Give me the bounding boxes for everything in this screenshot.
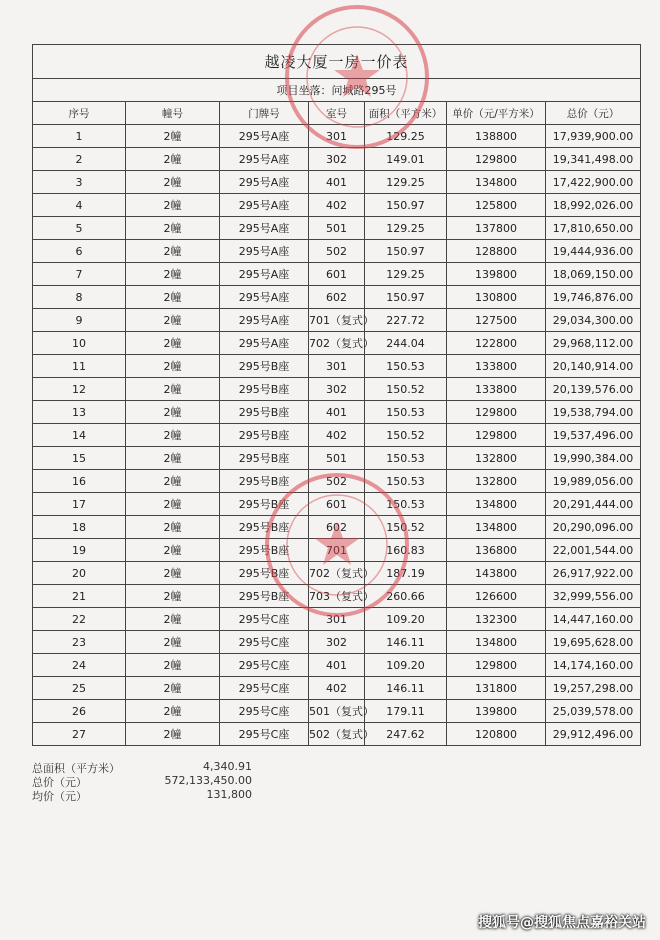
cell-unit-price: 134800 [447,516,546,539]
cell-unit-price: 129800 [447,424,546,447]
cell-room: 402 [309,677,365,700]
price-table [32,44,641,746]
cell-total-price: 19,695,628.00 [546,631,641,654]
cell-building: 2幢 [126,447,220,470]
cell-total-price: 14,174,160.00 [546,654,641,677]
cell-unit-price: 132800 [447,447,546,470]
header-building: 幢号 [126,102,220,125]
cell-door-number: 295号B座 [220,493,309,516]
table-row [33,217,641,240]
cell-room: 301 [309,125,365,148]
table-row [33,677,641,700]
cell-unit-price: 127500 [447,309,546,332]
cell-total-price: 20,139,576.00 [546,378,641,401]
cell-area: 150.52 [365,378,447,401]
cell-index: 13 [33,401,126,424]
summary-value: 131,800 [206,788,252,801]
cell-door-number: 295号B座 [220,585,309,608]
table-row [33,355,641,378]
cell-building: 2幢 [126,539,220,562]
cell-door-number: 295号C座 [220,723,309,746]
cell-door-number: 295号A座 [220,125,309,148]
cell-index: 11 [33,355,126,378]
cell-total-price: 19,746,876.00 [546,286,641,309]
cell-door-number: 295号C座 [220,654,309,677]
cell-area: 247.62 [365,723,447,746]
cell-total-price: 29,968,112.00 [546,332,641,355]
cell-area: 227.72 [365,309,447,332]
cell-room: 501 [309,447,365,470]
cell-building: 2幢 [126,493,220,516]
table-row [33,631,641,654]
cell-room: 302 [309,378,365,401]
cell-area: 109.20 [365,654,447,677]
cell-index: 24 [33,654,126,677]
header-index: 序号 [33,102,126,125]
cell-total-price: 29,912,496.00 [546,723,641,746]
cell-total-price: 19,989,056.00 [546,470,641,493]
table-row [33,125,641,148]
cell-unit-price: 132800 [447,470,546,493]
cell-area: 129.25 [365,125,447,148]
cell-total-price: 18,992,026.00 [546,194,641,217]
cell-building: 2幢 [126,723,220,746]
table-row [33,148,641,171]
cell-unit-price: 129800 [447,654,546,677]
cell-unit-price: 129800 [447,401,546,424]
table-row [33,309,641,332]
table-row [33,608,641,631]
table-row [33,700,641,723]
cell-area: 150.97 [365,286,447,309]
cell-area: 150.53 [365,447,447,470]
cell-door-number: 295号B座 [220,470,309,493]
table-row [33,562,641,585]
cell-area: 129.25 [365,171,447,194]
cell-total-price: 32,999,556.00 [546,585,641,608]
price-table-body [33,45,641,746]
cell-room: 501 [309,217,365,240]
cell-room: 703（复式） [309,585,365,608]
cell-unit-price: 139800 [447,263,546,286]
cell-door-number: 295号C座 [220,700,309,723]
cell-room: 401 [309,654,365,677]
cell-room: 401 [309,401,365,424]
cell-total-price: 26,917,922.00 [546,562,641,585]
cell-building: 2幢 [126,585,220,608]
cell-unit-price: 131800 [447,677,546,700]
cell-total-price: 17,810,650.00 [546,217,641,240]
cell-total-price: 17,939,900.00 [546,125,641,148]
cell-area: 150.97 [365,194,447,217]
document-title: 越凌大厦一房一价表 [33,45,641,79]
cell-unit-price: 128800 [447,240,546,263]
cell-total-price: 19,990,384.00 [546,447,641,470]
cell-building: 2幢 [126,355,220,378]
table-row [33,240,641,263]
cell-area: 146.11 [365,631,447,654]
cell-unit-price: 130800 [447,286,546,309]
cell-area: 146.11 [365,677,447,700]
cell-index: 14 [33,424,126,447]
cell-area: 260.66 [365,585,447,608]
cell-total-price: 20,290,096.00 [546,516,641,539]
cell-index: 23 [33,631,126,654]
cell-door-number: 295号B座 [220,516,309,539]
cell-index: 12 [33,378,126,401]
table-row [33,194,641,217]
cell-area: 150.52 [365,516,447,539]
cell-building: 2幢 [126,240,220,263]
cell-door-number: 295号B座 [220,539,309,562]
header-room: 室号 [309,102,365,125]
cell-room: 602 [309,516,365,539]
cell-building: 2幢 [126,608,220,631]
cell-index: 25 [33,677,126,700]
cell-unit-price: 122800 [447,332,546,355]
cell-building: 2幢 [126,401,220,424]
cell-door-number: 295号B座 [220,447,309,470]
cell-unit-price: 132300 [447,608,546,631]
table-row [33,378,641,401]
cell-room: 701（复式） [309,309,365,332]
cell-total-price: 18,069,150.00 [546,263,641,286]
cell-room: 301 [309,608,365,631]
cell-door-number: 295号A座 [220,263,309,286]
summary-label: 均价（元） [32,790,87,803]
cell-building: 2幢 [126,631,220,654]
cell-total-price: 19,537,496.00 [546,424,641,447]
cell-door-number: 295号A座 [220,332,309,355]
cell-building: 2幢 [126,516,220,539]
cell-index: 16 [33,470,126,493]
cell-unit-price: 143800 [447,562,546,585]
table-row [33,447,641,470]
cell-index: 9 [33,309,126,332]
cell-area: 150.52 [365,424,447,447]
cell-door-number: 295号B座 [220,401,309,424]
cell-total-price: 25,039,578.00 [546,700,641,723]
cell-index: 26 [33,700,126,723]
cell-area: 109.20 [365,608,447,631]
table-row [33,723,641,746]
header-unit-price: 单价（元/平方米） [447,102,546,125]
cell-door-number: 295号C座 [220,631,309,654]
header-door-number: 门牌号 [220,102,309,125]
cell-area: 149.01 [365,148,447,171]
table-row [33,516,641,539]
summary-value: 4,340.91 [203,760,252,773]
cell-area: 187.19 [365,562,447,585]
cell-unit-price: 126600 [447,585,546,608]
cell-total-price: 17,422,900.00 [546,171,641,194]
cell-index: 18 [33,516,126,539]
cell-index: 4 [33,194,126,217]
cell-door-number: 295号C座 [220,677,309,700]
cell-building: 2幢 [126,263,220,286]
summary-label: 总价（元） [32,776,87,789]
cell-building: 2幢 [126,677,220,700]
cell-door-number: 295号A座 [220,309,309,332]
cell-total-price: 19,257,298.00 [546,677,641,700]
cell-building: 2幢 [126,171,220,194]
cell-door-number: 295号A座 [220,148,309,171]
title-row [33,45,641,79]
cell-total-price: 29,034,300.00 [546,309,641,332]
cell-room: 401 [309,171,365,194]
address-row [33,79,641,102]
cell-unit-price: 136800 [447,539,546,562]
cell-building: 2幢 [126,194,220,217]
table-row [33,263,641,286]
cell-area: 150.53 [365,401,447,424]
header-row [33,102,641,125]
cell-room: 602 [309,286,365,309]
cell-index: 3 [33,171,126,194]
cell-unit-price: 134800 [447,631,546,654]
header-total-price: 总价（元） [546,102,641,125]
cell-room: 301 [309,355,365,378]
cell-area: 150.97 [365,240,447,263]
cell-index: 7 [33,263,126,286]
cell-total-price: 20,291,444.00 [546,493,641,516]
cell-room: 601 [309,263,365,286]
cell-area: 160.83 [365,539,447,562]
cell-door-number: 295号A座 [220,217,309,240]
cell-room: 402 [309,424,365,447]
table-row [33,401,641,424]
table-row [33,654,641,677]
cell-total-price: 19,444,936.00 [546,240,641,263]
cell-total-price: 19,341,498.00 [546,148,641,171]
cell-door-number: 295号B座 [220,378,309,401]
cell-total-price: 20,140,914.00 [546,355,641,378]
cell-area: 244.04 [365,332,447,355]
summary-total-area [32,760,252,774]
cell-door-number: 295号B座 [220,355,309,378]
cell-index: 1 [33,125,126,148]
cell-area: 150.53 [365,493,447,516]
cell-area: 179.11 [365,700,447,723]
header-area: 面积（平方米） [365,102,447,125]
cell-index: 19 [33,539,126,562]
source-watermark: 搜狐号@搜狐焦点嘉裕关站 [478,915,646,931]
cell-total-price: 14,447,160.00 [546,608,641,631]
cell-index: 6 [33,240,126,263]
cell-room: 302 [309,148,365,171]
cell-unit-price: 120800 [447,723,546,746]
cell-index: 5 [33,217,126,240]
cell-building: 2幢 [126,562,220,585]
cell-area: 150.53 [365,355,447,378]
cell-index: 20 [33,562,126,585]
cell-area: 129.25 [365,217,447,240]
table-row [33,493,641,516]
cell-building: 2幢 [126,125,220,148]
cell-building: 2幢 [126,148,220,171]
cell-index: 27 [33,723,126,746]
cell-door-number: 295号A座 [220,171,309,194]
cell-room: 702（复式） [309,332,365,355]
cell-index: 17 [33,493,126,516]
cell-index: 10 [33,332,126,355]
cell-index: 21 [33,585,126,608]
table-row [33,332,641,355]
cell-building: 2幢 [126,217,220,240]
summary-average-price [32,788,252,802]
table-row [33,286,641,309]
cell-door-number: 295号B座 [220,562,309,585]
cell-room: 402 [309,194,365,217]
cell-unit-price: 134800 [447,171,546,194]
cell-building: 2幢 [126,309,220,332]
summary-block [32,760,252,802]
cell-room: 701 [309,539,365,562]
summary-total-price [32,774,252,788]
cell-room: 502 [309,470,365,493]
cell-building: 2幢 [126,424,220,447]
table-row [33,470,641,493]
cell-building: 2幢 [126,286,220,309]
cell-unit-price: 133800 [447,378,546,401]
cell-room: 601 [309,493,365,516]
cell-building: 2幢 [126,654,220,677]
cell-door-number: 295号A座 [220,194,309,217]
cell-building: 2幢 [126,378,220,401]
cell-door-number: 295号A座 [220,240,309,263]
table-row [33,171,641,194]
cell-door-number: 295号B座 [220,424,309,447]
cell-area: 129.25 [365,263,447,286]
cell-index: 8 [33,286,126,309]
cell-unit-price: 133800 [447,355,546,378]
cell-total-price: 22,001,544.00 [546,539,641,562]
cell-door-number: 295号C座 [220,608,309,631]
cell-unit-price: 125800 [447,194,546,217]
cell-building: 2幢 [126,470,220,493]
project-address: 项目坐落：问城路295号 [33,79,641,102]
cell-unit-price: 134800 [447,493,546,516]
summary-value: 572,133,450.00 [164,774,252,787]
cell-area: 150.53 [365,470,447,493]
cell-building: 2幢 [126,332,220,355]
cell-total-price: 19,538,794.00 [546,401,641,424]
cell-room: 702（复式） [309,562,365,585]
summary-label: 总面积（平方米） [32,762,120,775]
cell-unit-price: 137800 [447,217,546,240]
cell-room: 502（复式） [309,723,365,746]
cell-unit-price: 129800 [447,148,546,171]
cell-unit-price: 138800 [447,125,546,148]
cell-unit-price: 139800 [447,700,546,723]
cell-room: 501（复式） [309,700,365,723]
table-row [33,539,641,562]
cell-index: 22 [33,608,126,631]
table-row [33,424,641,447]
cell-index: 2 [33,148,126,171]
cell-door-number: 295号A座 [220,286,309,309]
cell-index: 15 [33,447,126,470]
cell-room: 502 [309,240,365,263]
cell-building: 2幢 [126,700,220,723]
cell-room: 302 [309,631,365,654]
table-row [33,585,641,608]
